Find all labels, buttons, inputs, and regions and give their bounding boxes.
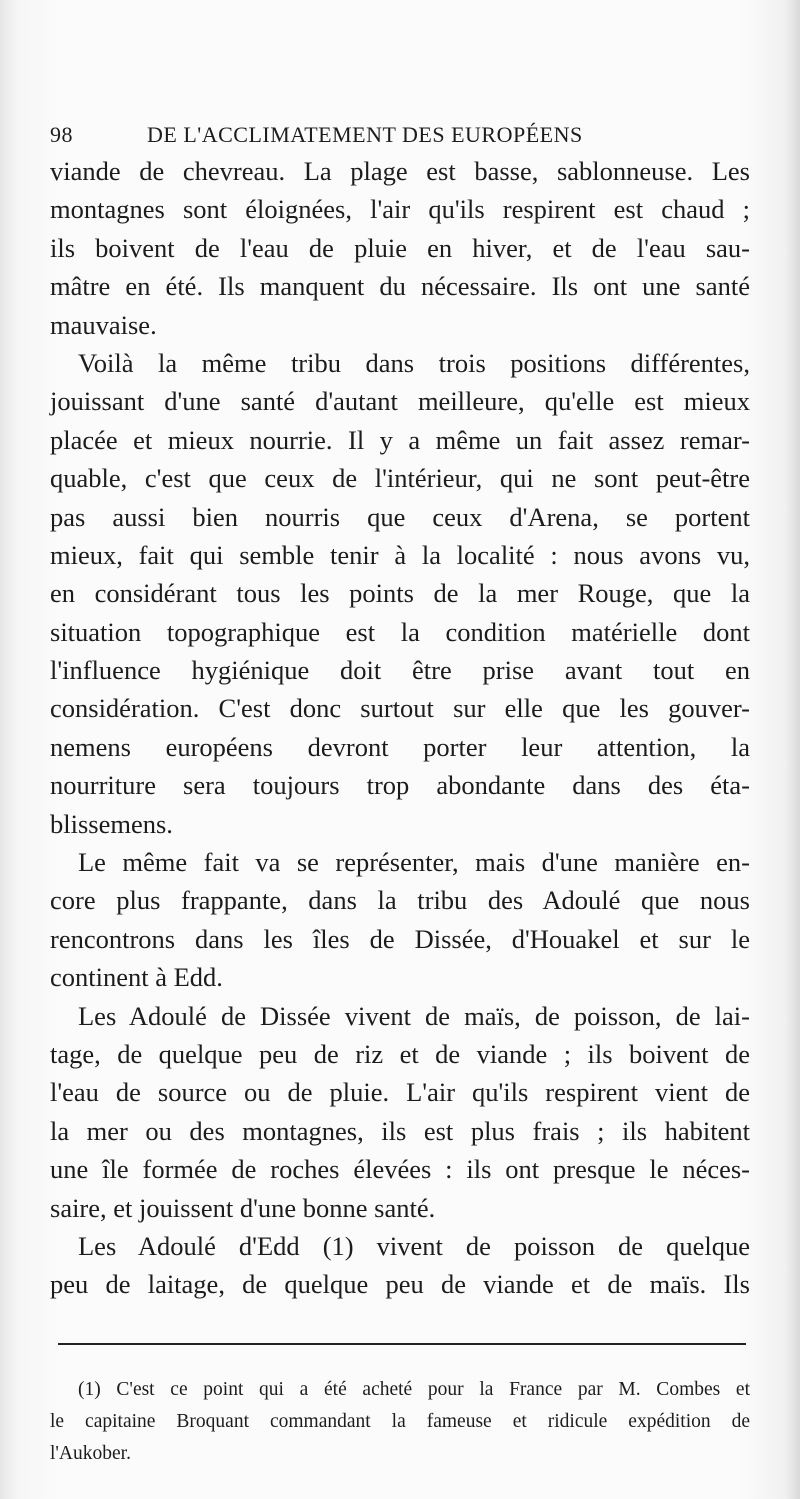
page-header (50, 118, 750, 152)
page-number: 98 (50, 122, 73, 147)
body-line: viande de chevreau. La plage est basse, sablonneuse. Les (50, 156, 750, 186)
body-line: nourriture sera toujours trop abondante dans des éta- (50, 770, 750, 801)
body-line: mieux, fait qui semble tenir à la localité : nous avons vu, (50, 539, 750, 570)
footnote-line: (1) C'est ce point qui a été acheté pour la France par M. Combes et (78, 1379, 750, 1400)
body-line: mâtre en été. Ils manquent du nécessaire. Ils ont une santé (50, 271, 750, 302)
body-line: en considérant tous les points de la mer Rouge, que la (50, 578, 750, 609)
body-line: Les Adoulé de Dissée vivent de maïs, de poisson, de lai- (78, 1000, 750, 1031)
body-line: peu de laitage, de quelque peu de viande et de maïs. Ils (50, 1269, 750, 1300)
body-line: Les Adoulé d'Edd (1) vivent de poisson de quelque (78, 1230, 750, 1261)
body-line: ils boivent de l'eau de pluie en hiver, et de l'eau sau- (50, 232, 750, 263)
body-line: la mer ou des montagnes, ils est plus frais ; ils habitent (50, 1115, 750, 1146)
body-line: quable, c'est que ceux de l'intérieur, qui ne sont peut-être (50, 463, 750, 494)
body-line: saire, et jouissent d'une bonne santé. (50, 1192, 436, 1223)
body-line: l'eau de source ou de pluie. L'air qu'ils respirent vient de (50, 1077, 750, 1108)
footnote-line: le capitaine Broquant commandant la fameuse et ridicule expédition de (50, 1411, 750, 1432)
body-line: Voilà la même tribu dans trois positions différentes, (78, 347, 750, 378)
body-line: tage, de quelque peu de riz et de viande ; ils boivent de (50, 1038, 750, 1069)
body-text (50, 152, 750, 1304)
body-line: situation topographique est la condition matérielle dont (50, 616, 750, 647)
body-line: l'influence hygiénique doit être prise avant tout en (50, 655, 750, 686)
body-line: pas aussi bien nourris que ceux d'Arena, se portent (50, 501, 750, 532)
body-line: mauvaise. (50, 309, 157, 340)
body-line: blissemens. (50, 808, 173, 839)
body-line: placée et mieux nourrie. Il y a même un fait assez remar- (50, 424, 750, 455)
body-line: core plus frappante, dans la tribu des Adoulé que nous (50, 885, 750, 916)
footnote (50, 1374, 750, 1470)
body-line: continent à Edd. (50, 962, 223, 993)
body-line: une île formée de roches élevées : ils ont presque le néces- (50, 1154, 750, 1185)
footnote-separator (58, 1343, 746, 1345)
running-head: DE L'ACCLIMATEMENT DES EUROPÉENS (147, 122, 583, 147)
body-line: jouissant d'une santé d'autant meilleure, qu'elle est mieux (50, 386, 750, 417)
body-line: Le même fait va se représenter, mais d'une manière en- (78, 847, 750, 878)
body-line: considération. C'est donc surtout sur elle que les gouver- (50, 693, 750, 724)
body-line: montagnes sont éloignées, l'air qu'ils respirent est chaud ; (50, 194, 750, 225)
body-line: rencontrons dans les îles de Dissée, d'Houakel et sur le (50, 923, 750, 954)
footnote-line: l'Aukober. (50, 1443, 131, 1464)
body-line: nemens européens devront porter leur attention, la (50, 731, 750, 762)
